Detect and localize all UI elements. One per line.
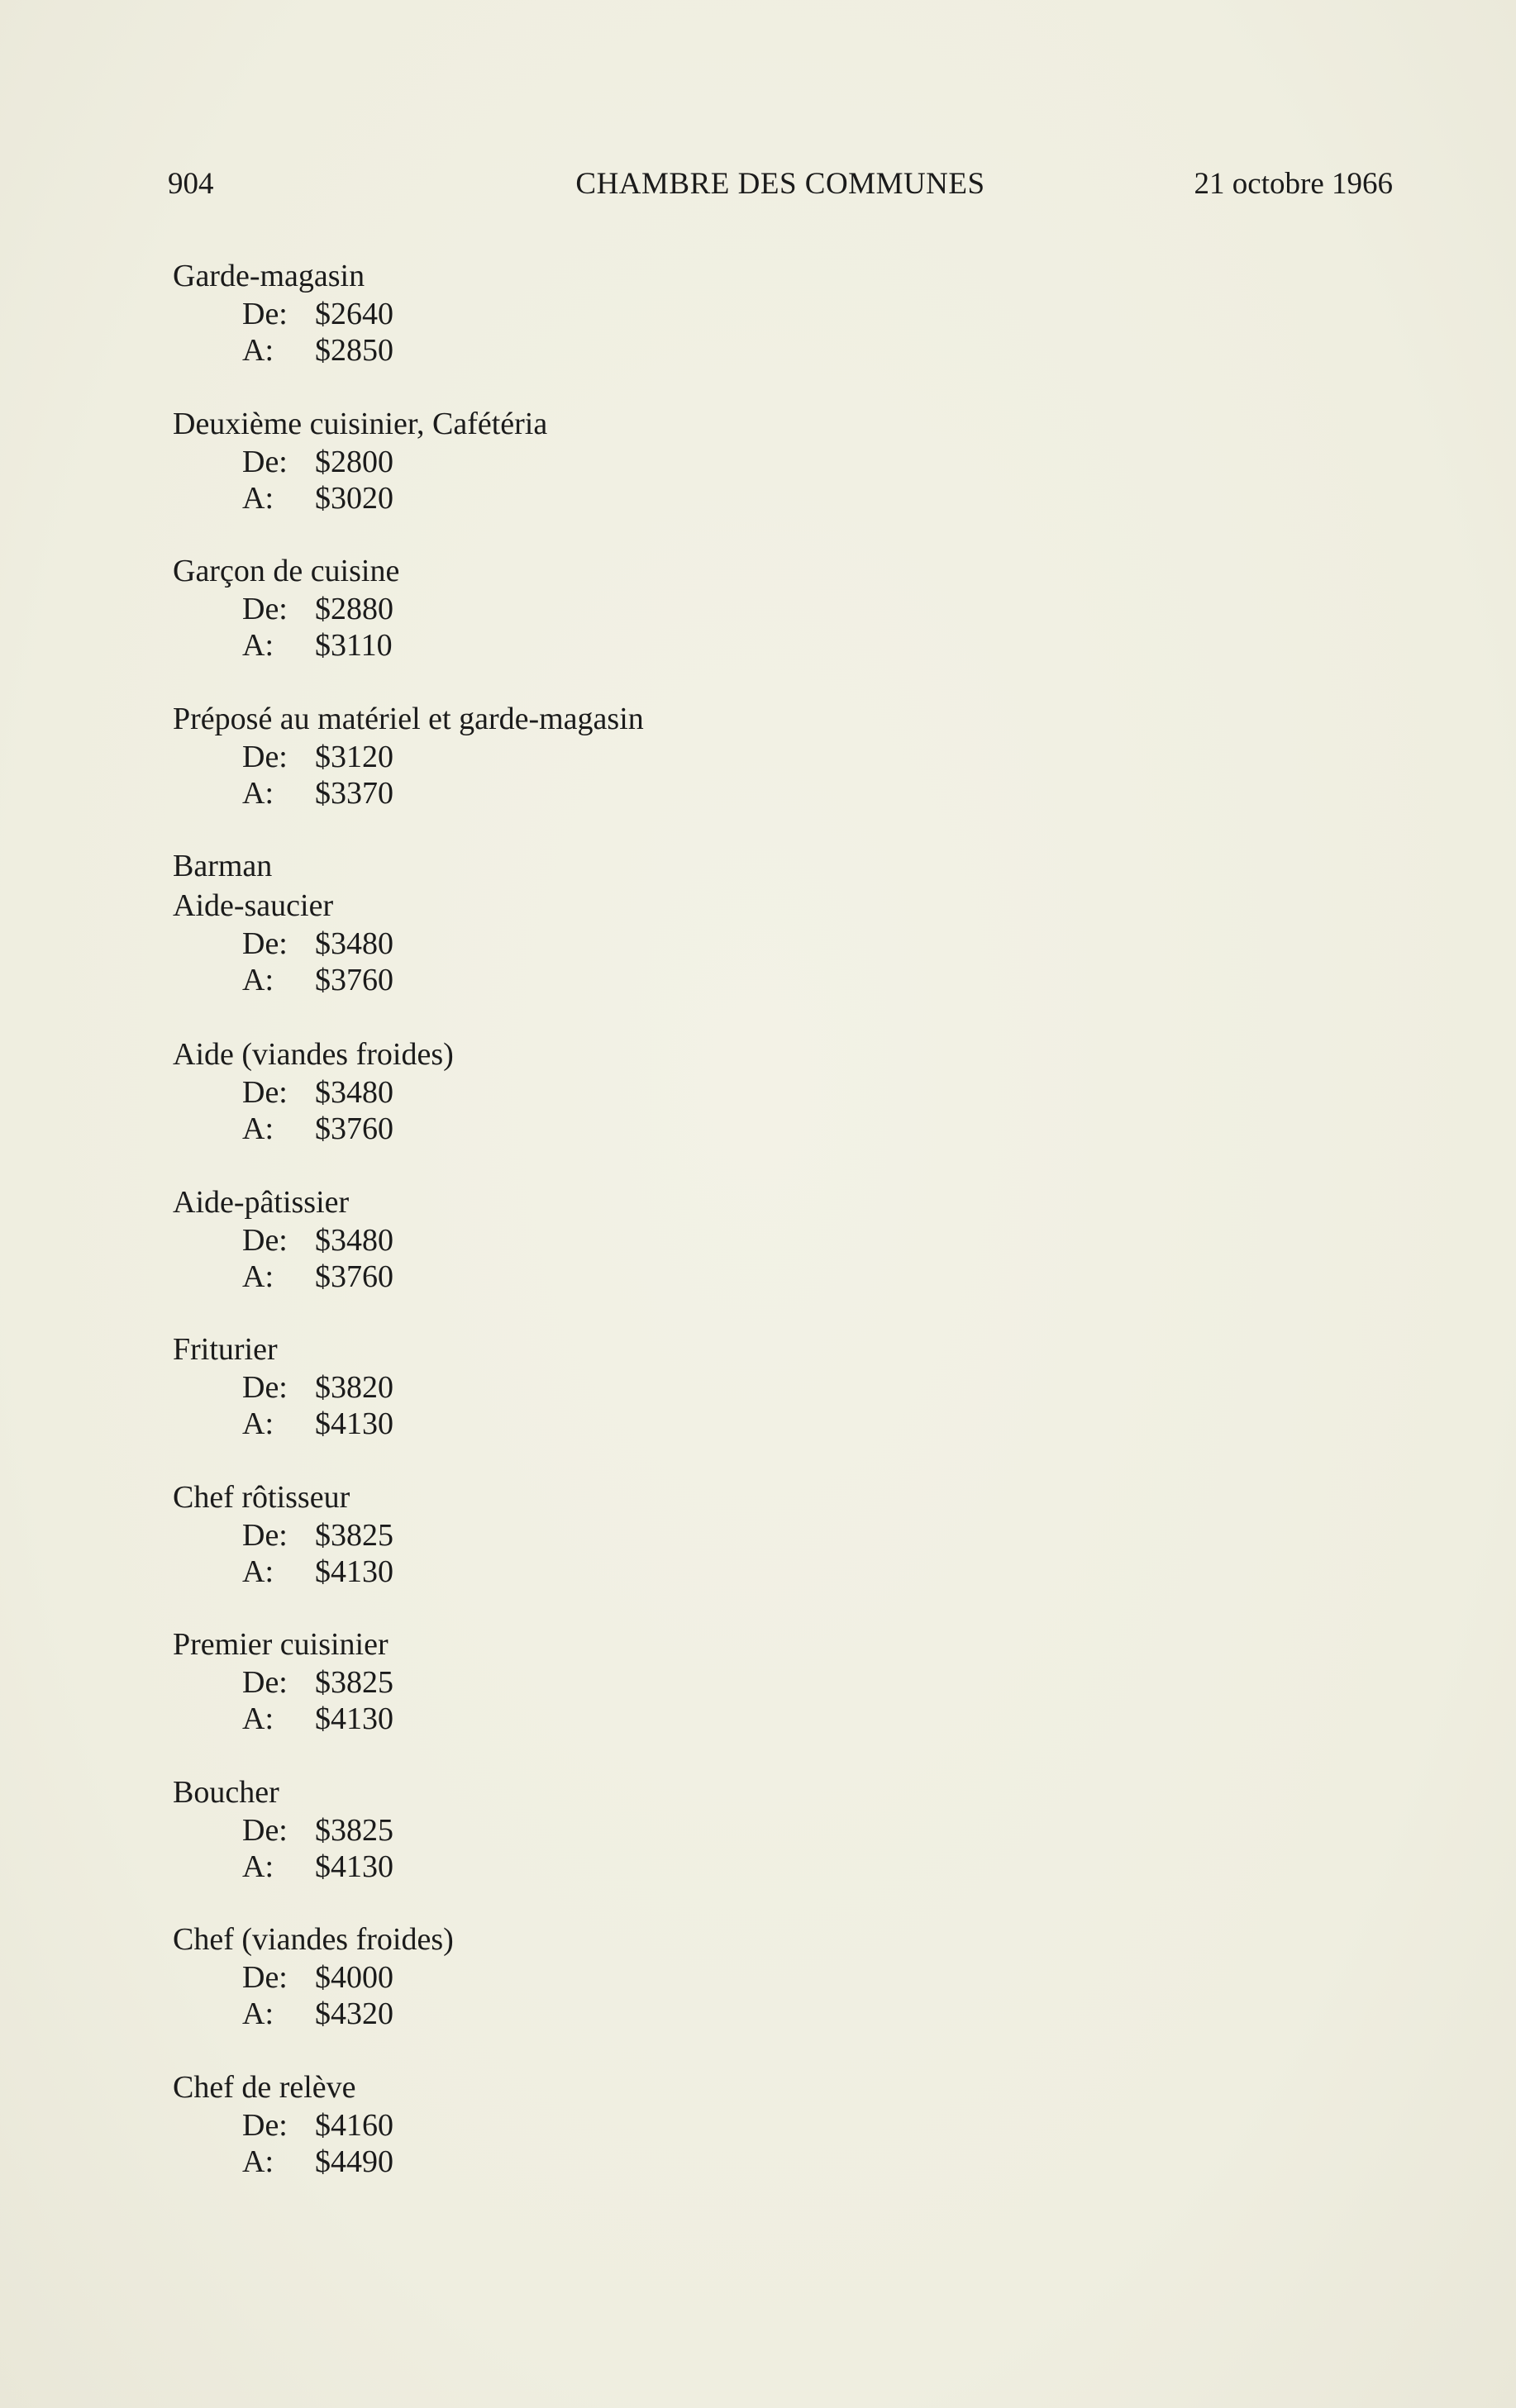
- entry-title: Aide-pâtissier: [173, 1184, 350, 1220]
- from-label: De:: [242, 1517, 288, 1553]
- page-header: [168, 164, 1393, 205]
- entry-from-row: [173, 926, 1082, 962]
- entry-title: Préposé au matériel et garde-magasin: [173, 701, 644, 736]
- from-label: De:: [242, 1222, 288, 1258]
- entry-title: Deuxième cuisinier, Cafétéria: [173, 406, 548, 441]
- entry-to-row: [173, 1554, 1082, 1590]
- salary-entry: [173, 699, 1082, 847]
- salary-entry: [173, 256, 1082, 404]
- from-amount: $3825: [315, 1812, 393, 1848]
- entry-to-row: [173, 1701, 1082, 1737]
- to-label: A:: [242, 480, 274, 516]
- entry-from-row: [173, 1959, 1082, 1996]
- salary-entry: [173, 1773, 1082, 1920]
- to-label: A:: [242, 1701, 274, 1736]
- from-label: De:: [242, 444, 288, 479]
- entry-title: Garde-magasin: [173, 259, 365, 293]
- entry-to-row: [173, 1849, 1082, 1885]
- running-title: CHAMBRE DES COMMUNES: [575, 167, 985, 201]
- from-amount: $4000: [315, 1960, 393, 1995]
- salary-entry: [173, 1478, 1082, 1625]
- to-label: A:: [242, 1554, 274, 1589]
- entry-to-row: [173, 627, 1082, 664]
- from-label: De:: [242, 739, 288, 774]
- salary-entry: [173, 551, 1082, 699]
- from-amount: $3825: [315, 1665, 393, 1700]
- salary-entry: [173, 1035, 1082, 1183]
- to-label: A:: [242, 2144, 274, 2179]
- to-label: A:: [242, 1406, 274, 1441]
- salary-entry: [173, 1625, 1082, 1773]
- from-amount: $4160: [315, 2107, 393, 2143]
- entry-from-row: [173, 444, 1082, 480]
- salary-entry: [173, 1183, 1082, 1330]
- entry-title: Garçon de cuisine: [173, 554, 400, 588]
- from-label: De:: [242, 1665, 288, 1700]
- from-label: De:: [242, 926, 288, 961]
- entry-from-row: [173, 1074, 1082, 1111]
- to-label: A:: [242, 628, 274, 663]
- entry-to-row: [173, 1406, 1082, 1442]
- to-amount: $4490: [315, 2144, 393, 2179]
- salary-entry: [173, 2068, 1082, 2215]
- salary-entry: [173, 404, 1082, 552]
- to-amount: $4130: [315, 1849, 393, 1884]
- to-label: A:: [242, 1996, 274, 2031]
- from-amount: $3480: [315, 926, 393, 961]
- salary-entry: [173, 1330, 1082, 1478]
- entry-title: Chef de relève: [173, 2069, 356, 2105]
- to-amount: $3760: [315, 1259, 393, 1294]
- from-label: De:: [242, 297, 288, 331]
- entry-from-row: [173, 1369, 1082, 1406]
- entry-title: Premier cuisinier: [173, 1627, 389, 1662]
- salary-entry: [173, 846, 1082, 1035]
- from-amount: $2880: [315, 592, 393, 626]
- to-amount: $3110: [315, 628, 393, 663]
- entry-to-row: [173, 962, 1082, 998]
- to-amount: $4130: [315, 1554, 393, 1589]
- entry-title: Barman: [173, 849, 273, 883]
- to-label: A:: [242, 1111, 274, 1146]
- from-amount: $3820: [315, 1370, 393, 1405]
- entry-to-row: [173, 480, 1082, 516]
- entry-to-row: [173, 1259, 1082, 1295]
- entry-from-row: [173, 1812, 1082, 1849]
- to-amount: $3760: [315, 963, 393, 997]
- entry-to-row: [173, 1996, 1082, 2032]
- header-date: 21 octobre 1966: [1194, 167, 1393, 201]
- from-label: De:: [242, 1960, 288, 1995]
- to-label: A:: [242, 775, 274, 811]
- to-label: A:: [242, 1849, 274, 1884]
- entry-to-row: [173, 332, 1082, 369]
- to-amount: $3370: [315, 775, 393, 811]
- entry-to-row: [173, 775, 1082, 811]
- to-label: A:: [242, 963, 274, 997]
- to-label: A:: [242, 1259, 274, 1294]
- from-amount: $2800: [315, 444, 393, 479]
- to-amount: $4320: [315, 1996, 393, 2031]
- from-label: De:: [242, 1075, 288, 1110]
- to-amount: $3760: [315, 1111, 393, 1146]
- from-label: De:: [242, 592, 288, 626]
- salary-entries: [173, 256, 1082, 2215]
- entry-from-row: [173, 739, 1082, 775]
- entry-title: Chef rôtisseur: [173, 1479, 350, 1515]
- from-amount: $3120: [315, 739, 393, 774]
- from-label: De:: [242, 1370, 288, 1405]
- entry-title: Boucher: [173, 1774, 279, 1810]
- entry-title-secondary: Aide-saucier: [173, 888, 334, 923]
- entry-from-row: [173, 1517, 1082, 1554]
- to-amount: $3020: [315, 480, 393, 516]
- salary-entry: [173, 1920, 1082, 2068]
- from-label: De:: [242, 1812, 288, 1848]
- entry-title: Chef (viandes froides): [173, 1922, 454, 1957]
- entry-title: Friturier: [173, 1332, 278, 1367]
- entry-from-row: [173, 591, 1082, 627]
- entry-to-row: [173, 2144, 1082, 2180]
- entry-title: Aide (viandes froides): [173, 1037, 454, 1072]
- from-amount: $3480: [315, 1075, 393, 1110]
- to-amount: $2850: [315, 333, 393, 368]
- from-amount: $3825: [315, 1517, 393, 1553]
- entry-from-row: [173, 296, 1082, 332]
- to-amount: $4130: [315, 1406, 393, 1441]
- from-label: De:: [242, 2107, 288, 2143]
- page-number: 904: [168, 167, 214, 201]
- entry-from-row: [173, 1664, 1082, 1701]
- entry-to-row: [173, 1111, 1082, 1147]
- entry-from-row: [173, 1222, 1082, 1259]
- from-amount: $2640: [315, 297, 393, 331]
- to-amount: $4130: [315, 1701, 393, 1736]
- to-label: A:: [242, 333, 274, 368]
- from-amount: $3480: [315, 1222, 393, 1258]
- entry-from-row: [173, 2107, 1082, 2144]
